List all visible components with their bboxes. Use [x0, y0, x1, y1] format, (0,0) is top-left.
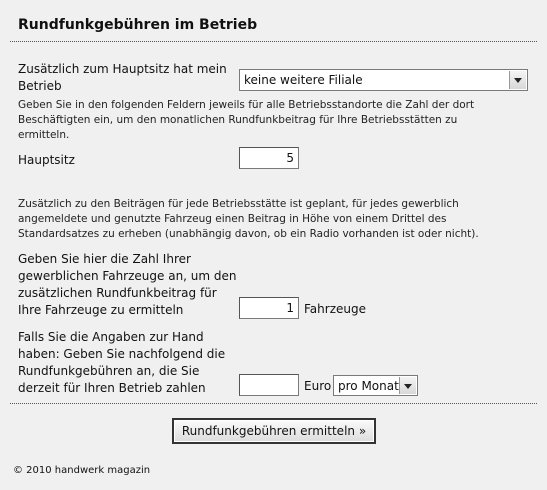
vehicles-label-line: Geben Sie hier die Zahl Ihrer [18, 252, 191, 266]
title-divider [10, 41, 537, 42]
current-fees-label [18, 329, 225, 397]
current-fees-label-line: derzeit für Ihren Betrieb zahlen [18, 381, 206, 395]
info-line: ermitteln. [18, 129, 70, 141]
info-vehicles [18, 197, 479, 242]
chevron-down-icon[interactable] [399, 377, 416, 394]
current-fees-label-line: haben: Geben Sie nachfolgend die [18, 347, 226, 361]
vehicles-unit-label: Fahrzeuge [304, 302, 366, 316]
info-line: angemeldete und genutzte Fahrzeug einen Beitrag in Höhe von einem Drittel des [18, 213, 447, 225]
info-employees [18, 98, 474, 143]
current-fees-label-line: Rundfunkgebühren an, die Sie [18, 364, 200, 378]
vehicles-label-line: Ihre Fahrzeuge zu ermitteln [18, 303, 184, 317]
copyright-footer: © 2010 handwerk magazin [13, 465, 151, 476]
period-select[interactable] [333, 375, 418, 396]
vehicles-count-input[interactable]: 1 [239, 297, 299, 319]
branch-select[interactable] [239, 69, 528, 91]
current-fees-input[interactable] [239, 374, 299, 396]
info-line: Zusätzlich zu den Beiträgen für jede Betriebsstätte ist geplant, für jedes gewerblich [18, 198, 459, 210]
vehicles-label-line: zusätzlichen Rundfunkbeitrag für [18, 286, 217, 300]
branch-label-line: Betrieb [18, 79, 62, 93]
vehicles-label-line: gewerblichen Fahrzeuge an, um den [18, 269, 237, 283]
chevron-down-icon[interactable] [509, 71, 526, 89]
hauptsitz-employees-input[interactable]: 5 [239, 147, 299, 169]
calculate-fees-button[interactable]: Rundfunkgebühren ermitteln » [172, 418, 376, 444]
branch-select-value: keine weitere Filiale [244, 73, 363, 87]
period-select-value: pro Monat [338, 379, 399, 393]
info-line: Standardsatzes zu erheben (unabhängig davon, ob ein Radio vorhanden ist oder nicht). [18, 228, 479, 240]
branch-label [18, 61, 227, 95]
branch-label-line: Zusätzlich zum Hauptsitz hat mein [18, 62, 227, 76]
current-fees-label-line: Falls Sie die Angaben zur Hand [18, 330, 204, 344]
info-line: Beschäftigten ein, um den monatlichen Rundfunkbeitrag für Ihre Betriebsstätten zu [18, 114, 458, 126]
form-divider [10, 403, 537, 404]
currency-label: Euro [304, 379, 332, 393]
info-line: Geben Sie in den folgenden Feldern jeweils für alle Betriebsstandorte die Zahl der dort [18, 99, 475, 111]
vehicles-label [18, 251, 237, 319]
page-title: Rundfunkgebühren im Betrieb [18, 17, 258, 33]
hauptsitz-label: Hauptsitz [18, 153, 75, 167]
